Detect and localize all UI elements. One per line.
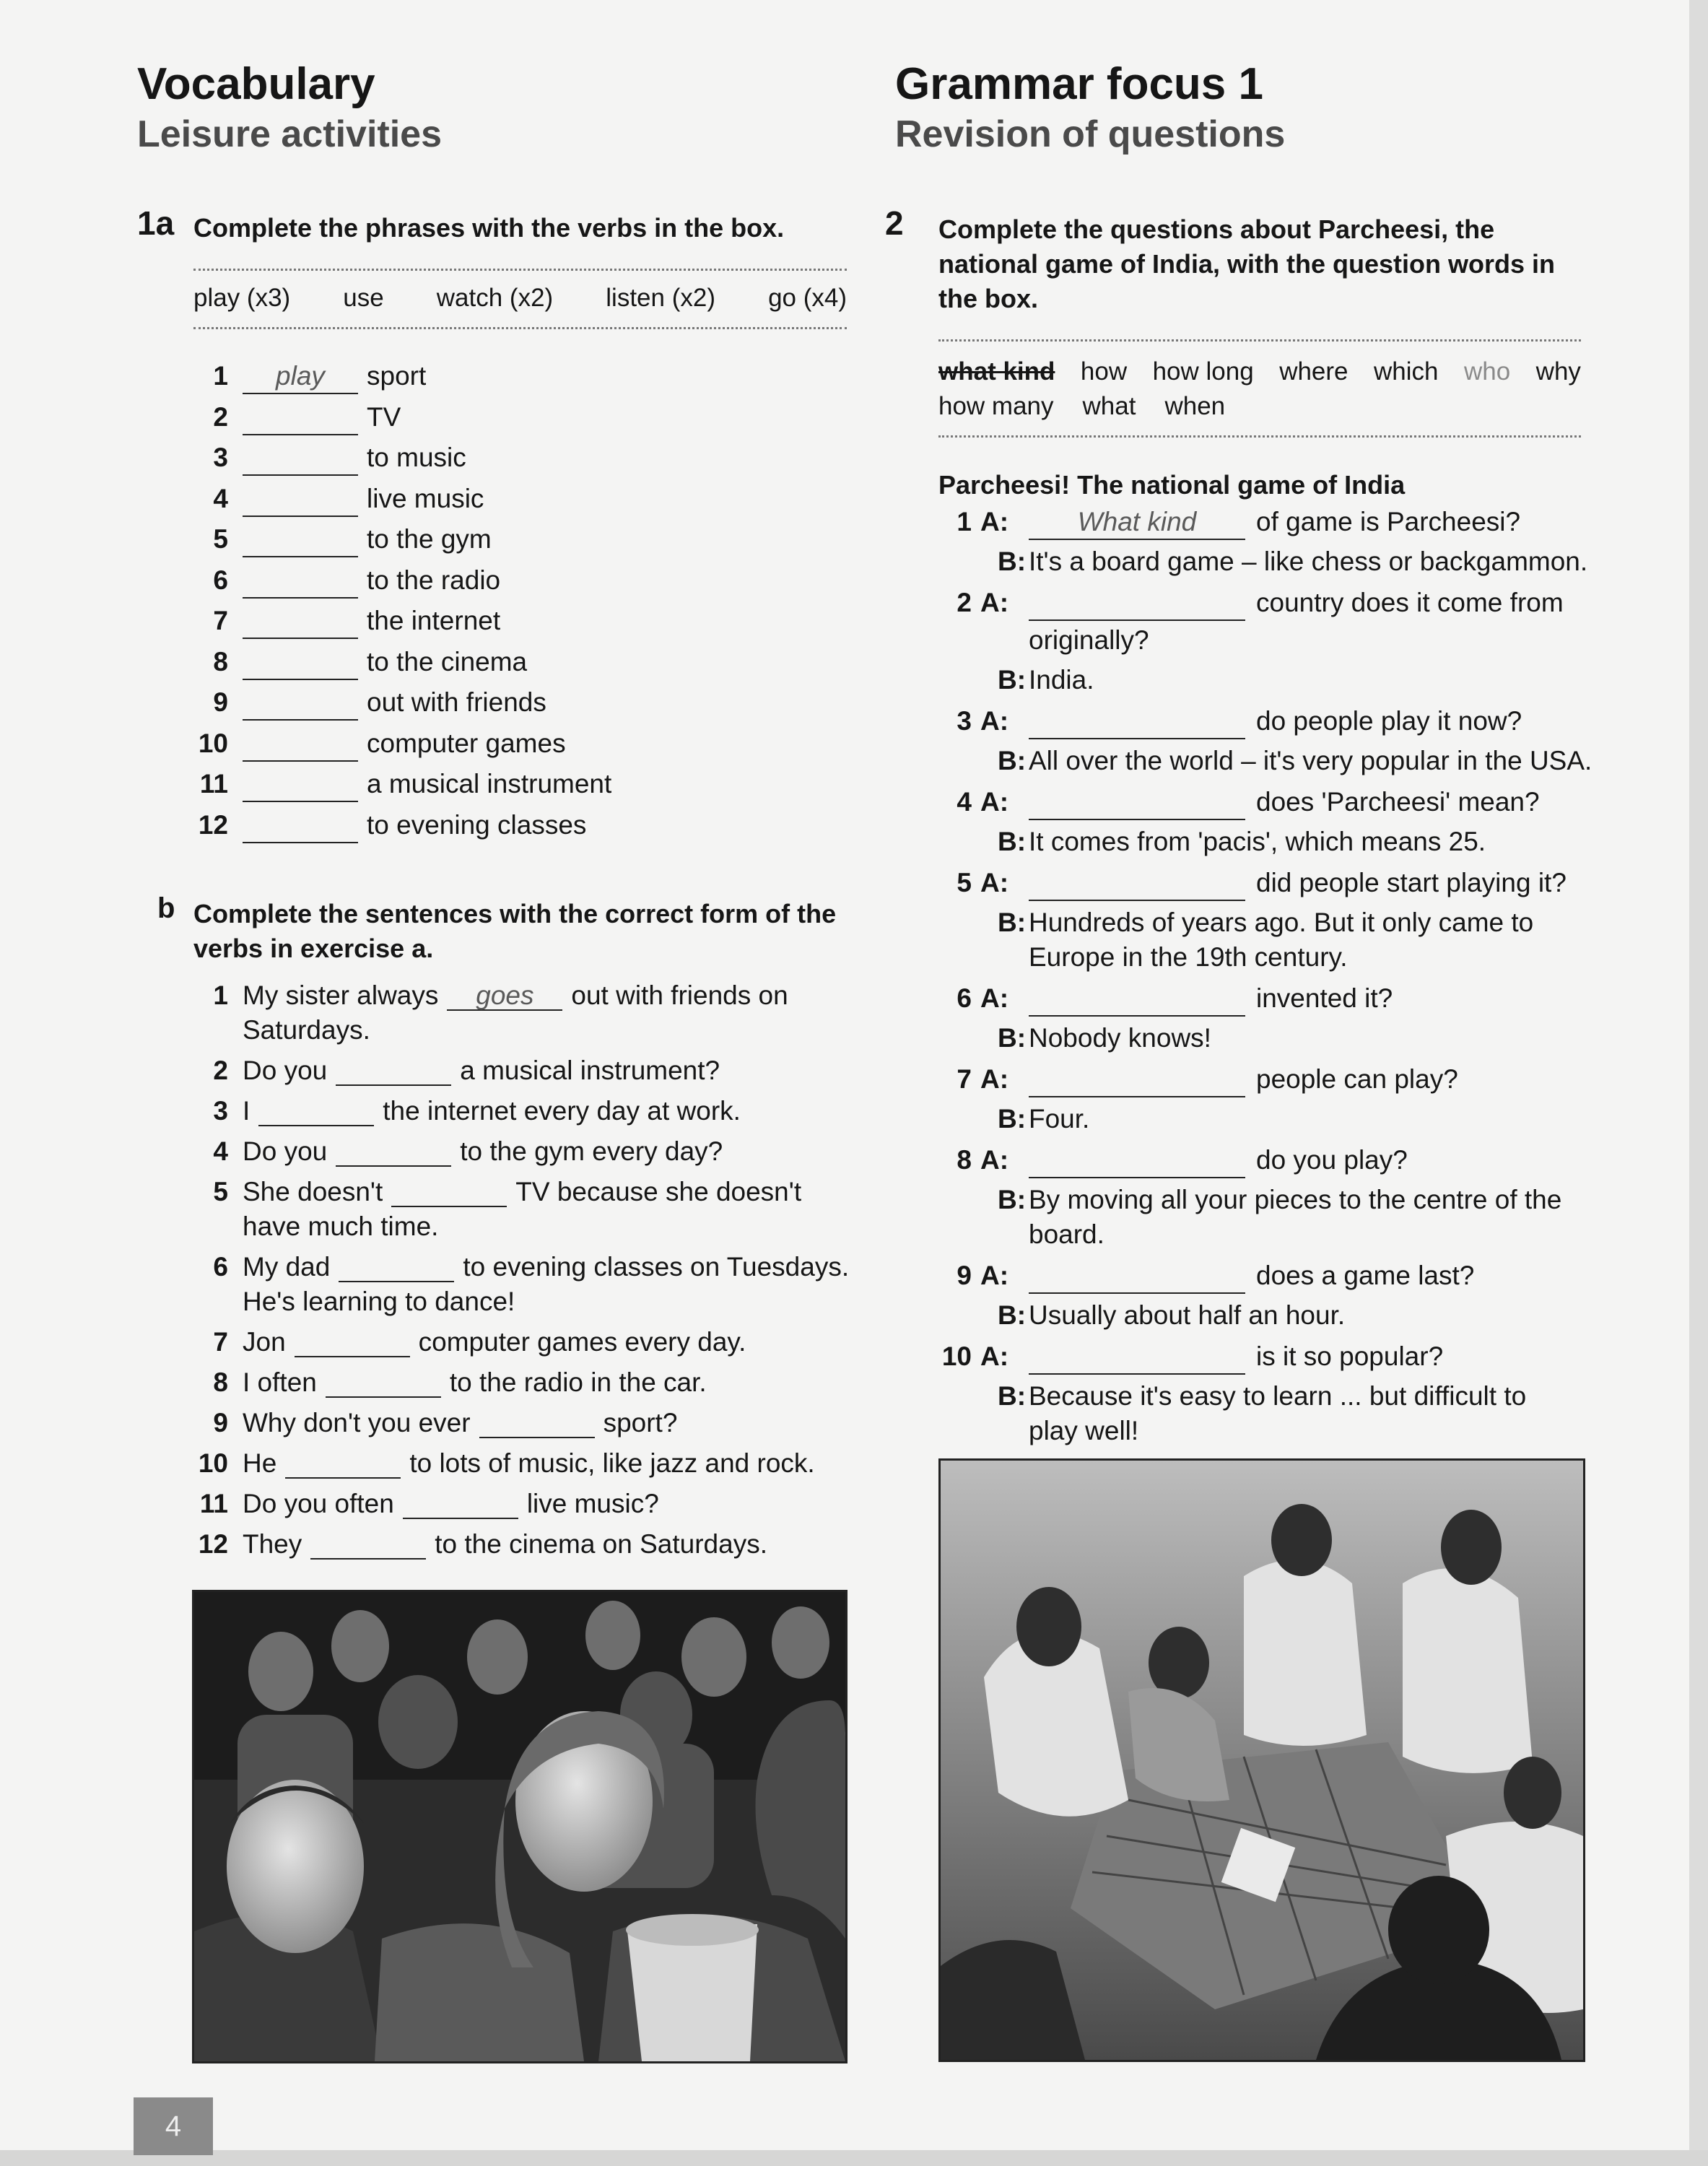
item-number: 10: [198, 1448, 228, 1478]
sentence-text: TV because she doesn't: [515, 1177, 802, 1206]
item-number: 10: [941, 1341, 972, 1371]
sentence-line: [243, 1056, 720, 1086]
answer-text: Because it's easy to learn ... but difficult to: [1029, 1381, 1527, 1411]
sentence-text: to the cinema on Saturdays.: [435, 1529, 767, 1559]
answer-blank: [310, 1529, 426, 1560]
sentence-line: [243, 1096, 741, 1126]
sentence-text: sport?: [603, 1408, 678, 1438]
item-number: 5: [213, 524, 228, 554]
speaker-a-label: A:: [980, 868, 1009, 897]
question-word: who: [1463, 357, 1511, 386]
item-number: 7: [213, 606, 228, 635]
question-text: does a game last?: [1256, 1261, 1475, 1290]
item-number: 9: [957, 1261, 972, 1290]
answer-blank: [403, 1489, 518, 1519]
sentence-text: to evening classes on Tuesdays.: [463, 1252, 850, 1282]
answer-blank: [258, 1096, 374, 1126]
phrase-text: to the gym: [367, 524, 492, 554]
item-number: 2: [213, 401, 228, 432]
item-number: 3: [957, 706, 972, 736]
item-number: 3: [213, 1096, 228, 1126]
answer-blank: [447, 980, 562, 1011]
example-answer: goes: [476, 980, 534, 1010]
question-continuation: originally?: [1029, 625, 1149, 655]
answer-blank: [336, 1056, 451, 1086]
exercise-number: 2: [885, 204, 904, 242]
answer-blank: [243, 609, 358, 639]
box-word: watch (x2): [436, 284, 554, 312]
phrase-item: [173, 565, 823, 606]
exercise-instruction: verbs in exercise a.: [193, 934, 434, 963]
question-text: do people play it now?: [1256, 706, 1522, 736]
sentence-continuation: Saturdays.: [243, 1015, 370, 1045]
answer-blank: [339, 1252, 454, 1282]
question-text: did people start playing it?: [1256, 868, 1567, 897]
speaker-a-label: A:: [980, 588, 1009, 617]
phrase-text: out with friends: [367, 687, 546, 717]
phrase-item: [173, 402, 823, 443]
answer-text: India.: [1029, 665, 1094, 695]
item-number: 4: [957, 787, 972, 817]
page-edge-bottom: [0, 2150, 1708, 2166]
exercise-instruction: Complete the phrases with the verbs in the box.: [193, 213, 785, 243]
phrase-text: to the cinema: [367, 646, 528, 677]
answer-blank: [243, 568, 358, 599]
page-edge: [1689, 0, 1708, 2166]
item-number: 10: [198, 728, 228, 758]
answer-blank: [1029, 790, 1245, 820]
answer-blank: [1029, 1148, 1245, 1178]
sentence-line: [243, 1136, 723, 1167]
answer-blank: [243, 772, 358, 802]
item-number: 12: [198, 1529, 228, 1559]
answer-blank: [243, 527, 358, 557]
answer-blank: [1029, 1344, 1245, 1375]
question-word: how long: [1152, 357, 1254, 386]
dialogue-item: [931, 787, 1617, 856]
sentence-text: out with friends on: [571, 980, 788, 1010]
answer-text: Four.: [1029, 1104, 1090, 1134]
item-number: 3: [213, 443, 228, 472]
sentence-text: I often: [243, 1367, 317, 1397]
exercise-number: b: [157, 892, 175, 924]
item-number: 7: [213, 1327, 228, 1357]
answer-continuation: play well!: [1029, 1416, 1139, 1445]
answer-blank: [1029, 1067, 1245, 1097]
speaker-a-label: A:: [980, 787, 1009, 817]
sentence-text: She doesn't: [243, 1177, 383, 1206]
answer-blank: [336, 1136, 451, 1167]
phrase-item: [173, 687, 823, 728]
question-word: when: [1164, 392, 1226, 420]
item-number: 11: [199, 1489, 228, 1518]
answer-blank: [1029, 986, 1245, 1017]
speaker-b-label: B:: [998, 1185, 1027, 1214]
question-word: where: [1279, 357, 1348, 386]
phrase-item: [173, 728, 823, 769]
sentence-line: [243, 1327, 746, 1357]
item-number: 2: [957, 588, 972, 617]
answer-blank: [243, 487, 358, 517]
answer-text: It's a board game – like chess or backgammon.: [1029, 547, 1588, 576]
speaker-a-label: A:: [980, 983, 1009, 1013]
item-number: 11: [199, 769, 228, 799]
dialogue-item: [931, 1261, 1617, 1330]
speaker-b-label: B:: [998, 547, 1027, 576]
answer-blank: [243, 445, 358, 476]
answer-blank: [243, 650, 358, 680]
sentence-continuation: He's learning to dance!: [243, 1287, 515, 1316]
phrase-text: to evening classes: [367, 809, 587, 840]
dialogue-list: [931, 507, 1617, 1445]
sentence-line: [243, 1489, 659, 1519]
phrase-item: [173, 606, 823, 646]
item-number: 5: [957, 868, 972, 897]
speaker-b-label: B:: [998, 746, 1027, 775]
phrase-item: [173, 524, 823, 565]
box-word: play (x3): [193, 284, 291, 312]
phrase-item: [173, 647, 823, 687]
speaker-b-label: B:: [998, 665, 1027, 695]
phrase-item: [173, 484, 823, 524]
answer-blank: [285, 1448, 401, 1479]
phrase-item: [173, 810, 823, 851]
answer-blank: [326, 1367, 441, 1398]
answer-blank: [479, 1408, 595, 1438]
sentence-line: [243, 1177, 801, 1207]
sentence-item: [173, 1056, 881, 1096]
item-number: 6: [957, 983, 972, 1013]
answer-blank: [1029, 709, 1245, 739]
speaker-b-label: B:: [998, 1300, 1027, 1330]
question-word: why: [1535, 357, 1581, 386]
sentence-item: [173, 1327, 881, 1367]
sentence-text: He: [243, 1448, 277, 1478]
word-box: [193, 269, 847, 329]
answer-continuation: Europe in the 19th century.: [1029, 942, 1348, 972]
cinema-audience-photo: [192, 1590, 848, 2063]
exercise-number: 1a: [137, 204, 175, 242]
question-text: does 'Parcheesi' mean?: [1256, 787, 1540, 817]
phrase-text: to the radio: [367, 565, 501, 595]
sentence-text: to lots of music, like jazz and rock.: [409, 1448, 815, 1478]
sentence-item: [173, 1367, 881, 1408]
question-text: people can play?: [1256, 1064, 1458, 1094]
answer-continuation: board.: [1029, 1219, 1104, 1249]
item-number: 8: [213, 1367, 228, 1397]
exercise-instruction: Complete the sentences with the correct form of the: [193, 899, 837, 928]
cinema-audience-illustration: [194, 1592, 845, 2061]
sentence-text: to the radio in the car.: [449, 1367, 707, 1397]
answer-text: Hundreds of years ago. But it only came to: [1029, 908, 1534, 937]
sentence-text: I: [243, 1096, 250, 1126]
phrase-text: sport: [367, 361, 427, 391]
sentence-text: the internet every day at work.: [383, 1096, 741, 1126]
item-number: 6: [213, 1252, 228, 1282]
sentence-list: [173, 980, 881, 1580]
question-text: of game is Parcheesi?: [1256, 507, 1521, 536]
answer-blank: [1029, 871, 1245, 901]
dialogue-item: [931, 983, 1617, 1053]
item-number: 9: [213, 1408, 228, 1438]
question-text: is it so popular?: [1256, 1341, 1444, 1371]
item-number: 8: [957, 1145, 972, 1175]
sentence-text: live music?: [526, 1489, 659, 1518]
box-word: go (x4): [768, 284, 847, 312]
exercise-instruction: Complete the questions about Parcheesi, the: [938, 214, 1495, 244]
sentence-continuation: have much time.: [243, 1212, 439, 1241]
question-word: how many: [938, 392, 1054, 420]
speaker-b-label: B:: [998, 827, 1027, 856]
item-number: 5: [213, 1177, 228, 1206]
sentence-line: [243, 1408, 677, 1438]
answer-blank: [243, 813, 358, 843]
question-text: do you play?: [1256, 1145, 1408, 1175]
sentence-line: [243, 1252, 849, 1282]
item-number: 1: [213, 980, 228, 1010]
parcheesi-players-illustration: [941, 1461, 1583, 2060]
answer-blank: [243, 731, 358, 762]
question-word: what: [1082, 392, 1136, 420]
parcheesi-players-photo: [938, 1458, 1585, 2062]
sentence-item: [173, 1177, 881, 1241]
section-subtitle: Leisure activities: [137, 113, 442, 155]
item-number: 4: [213, 1136, 228, 1166]
sentence-text: Do you: [243, 1056, 328, 1085]
speaker-a-label: A:: [980, 507, 1009, 536]
speaker-a-label: A:: [980, 1145, 1009, 1175]
speaker-b-label: B:: [998, 1104, 1027, 1134]
sentence-text: Do you often: [243, 1489, 394, 1518]
answer-text: It comes from 'pacis', which means 25.: [1029, 827, 1486, 856]
page-number: 4: [134, 2097, 213, 2155]
phrase-text: computer games: [367, 728, 566, 758]
answer-text: Usually about half an hour.: [1029, 1300, 1346, 1330]
answer-text: By moving all your pieces to the centre of the: [1029, 1185, 1562, 1214]
speaker-b-label: B:: [998, 1023, 1027, 1053]
sentence-text: My sister always: [243, 980, 439, 1010]
question-word: which: [1374, 357, 1439, 386]
sentence-text: They: [243, 1529, 302, 1559]
phrase-text: a musical instrument: [367, 769, 612, 799]
answer-blank: [243, 405, 358, 435]
phrase-text: live music: [367, 483, 484, 513]
box-word: listen (x2): [606, 284, 715, 312]
section-subtitle: Revision of questions: [895, 113, 1286, 155]
phrase-text: the internet: [367, 606, 501, 635]
section-title: Vocabulary: [137, 59, 375, 109]
question-text: invented it?: [1256, 983, 1393, 1013]
sentence-line: [243, 1367, 707, 1398]
speaker-a-label: A:: [980, 1261, 1009, 1290]
sentence-item: [173, 1408, 881, 1448]
sentence-line: [243, 1448, 815, 1479]
phrase-item: [173, 443, 823, 483]
sentence-item: [173, 1489, 881, 1529]
phrase-text: to music: [367, 443, 466, 472]
sentence-item: [173, 1529, 881, 1570]
speaker-b-label: B:: [998, 908, 1027, 937]
sentence-text: Do you: [243, 1136, 328, 1166]
phrase-item: [173, 769, 823, 809]
sentence-text: Why don't you ever: [243, 1408, 471, 1438]
dialogue-item: [931, 868, 1617, 972]
answer-blank: [295, 1327, 410, 1357]
example-answer: What kind: [1077, 507, 1197, 536]
section-title: Grammar focus 1: [895, 59, 1263, 109]
sentence-item: [173, 980, 881, 1045]
dialogue-item: [931, 1341, 1617, 1445]
item-number: 6: [213, 565, 228, 595]
box-word: use: [343, 284, 384, 312]
article-heading: Parcheesi! The national game of India: [938, 470, 1406, 500]
exercise-instruction: the box.: [938, 284, 1039, 313]
question-text: country does it come from: [1256, 588, 1564, 617]
sentence-item: [173, 1252, 881, 1316]
sentence-line: [243, 980, 788, 1011]
item-number: 7: [957, 1064, 972, 1094]
phrase-text: TV: [367, 401, 401, 432]
vocabulary-header: [137, 58, 859, 157]
item-number: 12: [198, 809, 228, 840]
dialogue-item: [931, 1145, 1617, 1249]
speaker-b-label: B:: [998, 1381, 1027, 1411]
dialogue-item: [931, 1064, 1617, 1134]
item-number: 8: [213, 646, 228, 677]
sentence-line: [243, 1529, 767, 1560]
phrase-item: [173, 361, 823, 401]
dialogue-item: [931, 507, 1617, 576]
sentence-text: Jon: [243, 1327, 286, 1357]
answer-blank: [1029, 591, 1245, 621]
answer-text: All over the world – it's very popular in the USA.: [1029, 746, 1592, 775]
sentence-text: a musical instrument?: [460, 1056, 720, 1085]
item-number: 2: [213, 1056, 228, 1085]
speaker-a-label: A:: [980, 1064, 1009, 1094]
phrase-list: [173, 361, 859, 852]
dialogue-item: [931, 706, 1617, 775]
answer-text: Nobody knows!: [1029, 1023, 1211, 1053]
sentence-text: computer games every day.: [418, 1327, 746, 1357]
item-number: 9: [213, 687, 228, 717]
speaker-a-label: A:: [980, 706, 1009, 736]
sentence-item: [173, 1096, 881, 1136]
answer-blank: [243, 690, 358, 721]
answer-blank: [1029, 1264, 1245, 1294]
item-number: 1: [957, 507, 972, 536]
sentence-item: [173, 1448, 881, 1489]
item-number: 4: [213, 483, 228, 513]
sentence-text: to the gym every day?: [460, 1136, 723, 1166]
question-word: what kind: [938, 357, 1055, 386]
grammar-header: [895, 58, 1617, 157]
sentence-text: My dad: [243, 1252, 331, 1282]
answer-blank: [391, 1177, 507, 1207]
speaker-a-label: A:: [980, 1341, 1009, 1371]
example-answer: play: [276, 361, 325, 391]
question-word: how: [1080, 357, 1128, 386]
item-number: 1: [213, 361, 228, 391]
sentence-item: [173, 1136, 881, 1177]
exercise-instruction: national game of India, with the question words in: [938, 249, 1556, 279]
dialogue-item: [931, 588, 1617, 695]
question-words-box: [938, 339, 1581, 438]
